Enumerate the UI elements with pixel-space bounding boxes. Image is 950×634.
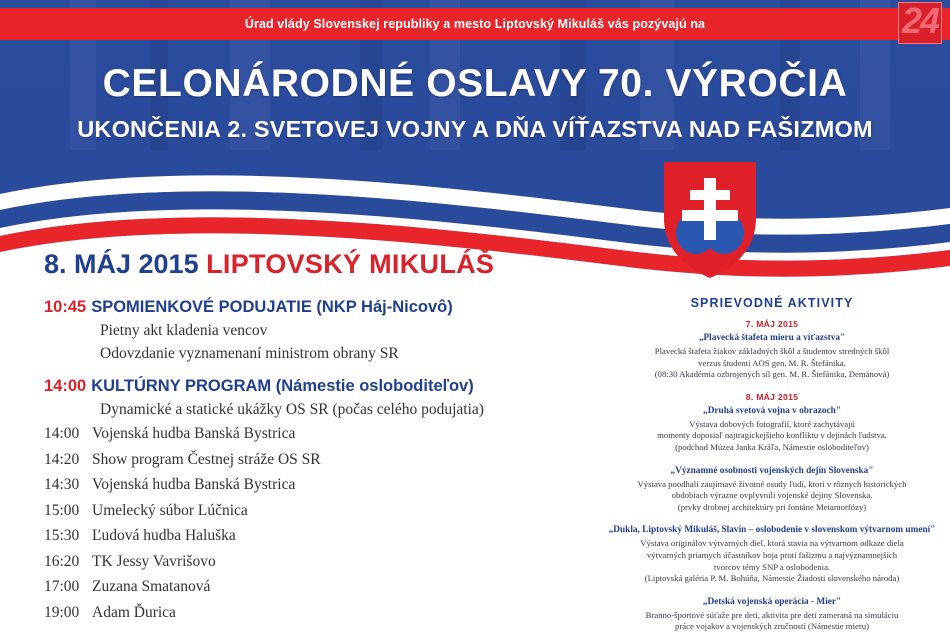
invitation-text: Úrad vlády Slovenskej republiky a mesto Liptovský Mikuláš vás pozývajú na [244,17,706,31]
side-activity-desc-line: obdobiach výrazne ovplyvnili vojenské dejiny Slovenska. [671,490,873,501]
program-block-name: KULTÚRNY PROGRAM (Námestie osloboditeľov) [91,377,474,395]
side-activity-desc-line: (08:30 Akadémia ozbrojených síl gen. M. R. Štefánika, Demänová) [654,369,890,380]
act-label: Vojenská hudba Banská Bystrica [92,425,296,442]
side-activity-name: „Detská vojenská operácia - Mier" [702,596,842,607]
list-item [44,600,604,626]
side-activity-item [600,465,944,514]
side-activity-desc-line: výtvarných priamych účastníkov boja proti fašizmu a najvýznamnejších [646,549,898,560]
page-title [44,249,494,280]
program-block [44,298,604,365]
side-activities-title: SPRIEVODNÉ AKTIVITY [690,296,854,310]
side-activity-desc-line: momenty doposiaľ najtragickejšieho konfliktu v dejinách ľudstva. [657,430,887,441]
side-activity-desc-line: (podchod Múzea Janka Kráľa, Námestie osloboditeľov) [675,441,869,452]
act-label: Ľudová hudba Haluška [92,527,236,544]
side-activity-desc-line: tvorcov témy SNP a oslobodenia. [713,561,831,572]
side-activity-item [600,319,944,381]
side-activity-desc-line: verzus študenti AOS gen. M. R. Štefánika. [698,357,846,368]
side-activity-item [600,392,944,454]
side-activity-item [600,524,944,584]
list-item [44,421,604,447]
program-acts [44,421,604,625]
list-item [44,523,604,549]
side-activity-date: 8. MÁJ 2015 [745,391,799,402]
act-label: Zuzana Smatanová [92,578,211,595]
list-item [44,549,604,575]
act-label: Umelecký súbor Lúčnica [92,501,248,519]
side-activity-name: „Plavecká štafeta mieru a víťazstva" [698,333,846,343]
program-block-header [44,298,604,317]
slovak-coat-of-arms-icon [660,160,760,280]
side-activities [600,296,944,634]
side-activity-desc-line: Branno-športové súťaže pre deti, aktivita pre deti zameraná na simuláciu [645,609,899,620]
side-activity-name: „Druhá svetová vojna v obrazoch" [703,405,841,416]
act-time: 16:20 [44,552,80,570]
title-main: CELONÁRODNÉ OSLAVY 70. VÝROČIA [102,62,848,105]
side-activity-desc-line: Výstava originálov výtvarných diel, ktorá stavia na výtvarnom odkaze diela [640,538,904,549]
list-item [44,498,604,524]
side-activity-item [600,596,944,633]
program-sub-line: Odovzdanie vyznamenaní ministrom obrany SR [100,345,399,362]
side-activity-desc-line: (Liptovská galéria P. M. Bohúňa, Námestie Žiadosti slovenského národa) [644,573,900,584]
side-activity-name: „Dukla, Liptovský Mikuláš, Slavín – oslobodenie v slovenskom výtvarnom umení" [608,525,936,536]
act-label: Show program Čestnej stráže OS SR [92,450,321,468]
program-sub-line: Pietny akt kladenia vencov [100,322,268,339]
side-activity-desc-line: Výstava dobových fotografií, ktoré zachytávajú [689,418,855,429]
act-label: TK Jessy Vavrišovo [92,552,216,570]
list-item [44,447,604,473]
title-subtitle: UKONČENIA 2. SVETOVEJ VOJNY A DŇA VÍŤAZSTVA NAD FAŠIZMOM [77,116,873,142]
program-block-time: 14:00 [44,377,87,395]
side-activity-desc-line: (prvky drobnej architektúry pri fontáne Metamorfózy) [677,501,867,512]
act-time: 15:00 [44,501,80,519]
side-activity-desc-line: Plavecká štafeta žiakov základných škôl a študentov stredných škôl [654,346,890,356]
act-time: 14:00 [44,425,80,442]
heading-date: 8. MÁJ 2015 [44,249,199,279]
program-block-name: SPOMIENKOVÉ PODUJATIE (NKP Háj-Nicovô) [91,298,453,316]
act-time: 17:00 [44,578,80,595]
program-sub-line: Dynamické a statické ukážky OS SR (počas celého podujatia) [100,401,484,418]
program-list [44,298,604,625]
side-activity-date: 7. MÁJ 2015 [745,319,799,329]
logo-24 [898,2,942,44]
list-item [44,472,604,498]
heading-place: LIPTOVSKÝ MIKULÁŠ [206,249,495,279]
act-time: 19:00 [44,603,80,621]
act-time: 14:20 [44,450,80,468]
act-time: 14:30 [44,476,80,493]
act-label: Adam Ďurica [92,603,176,621]
program-block-time: 10:45 [44,298,87,316]
logo-24-label: 24 [901,2,939,41]
side-activity-desc-line: práce vojakov a vojenských zručností (Námestie mieru) [675,621,869,632]
program-block [44,377,604,421]
act-time: 15:30 [44,527,80,544]
spacer [44,365,604,377]
list-item [44,574,604,600]
program-block-header [44,377,604,396]
side-activity-desc-line: Výstava poodhalí zaujímavé životné osudy ľudí, ktorí v rôznych historických [637,478,907,489]
side-activity-name: „Významné osobnosti vojenských dejín Slovenska" [670,465,874,476]
act-label: Vojenská hudba Banská Bystrica [92,476,296,493]
wave-ribbon [0,150,950,310]
